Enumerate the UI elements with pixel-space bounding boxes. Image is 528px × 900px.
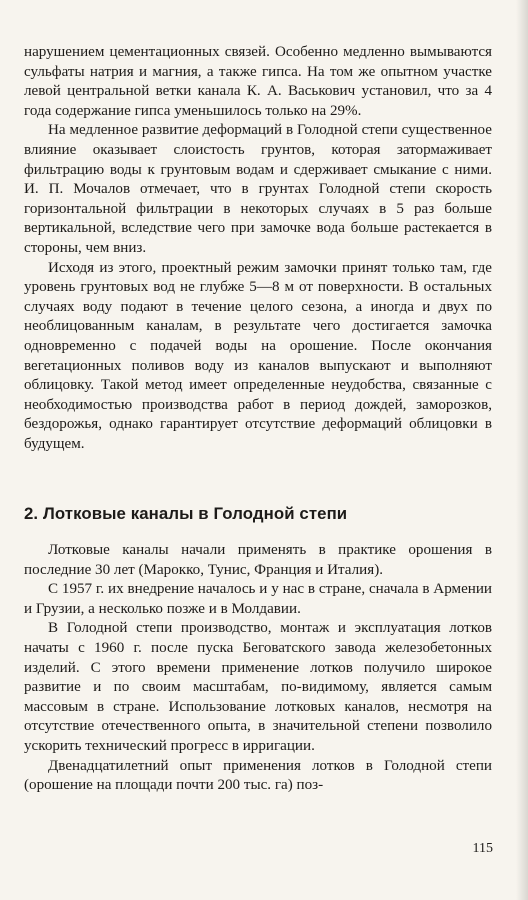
paragraph-flume-history: Лотковые каналы начали применять в практике орошения в последние 30 лет (Марокко, Тунис, Франция и Италия). xyxy=(24,542,492,578)
paragraph-soaking-regime: Исходя из этого, проектный режим замочки принят только там, где уровень грунтовых вод не глубже 5—8 м от поверхности. В остальных случаях воду подают в течение целого сезона, а иногда и двух по необлицованным каналам, в результате чего достигается замочка одновременно с подачей воды на орошение. После окончания вегетационных поливов воду из каналов выпускают и выполняют облицовку. Такой метод имеет определенные неудобства, связанные с необходимостью производства работ в период дождей, заморозков, бездорожья, однако гарантирует отсутствие деформаций облицовки в будущем. xyxy=(24,259,492,452)
paragraph-golodnaya-step-production: В Голодной степи производство, монтаж и эксплуатация лотков начаты с 1960 г. после пуска Беговатского завода железобетонных изделий. С этого времени применение лотков получило широкое развитие и по своим масштабам, по-видимому, является самым массовым в стране. Использование лотковых каналов, несмотря на отсутствие отечественного опыта, в значительной степени позволило ускорить технический прогресс в ирригации. xyxy=(24,620,492,754)
page-edge-shadow xyxy=(516,0,528,900)
page-number: 115 xyxy=(472,841,493,856)
paragraph-continuation: нарушением цементационных связей. Особенно медленно вымываются сульфаты натрия и магния, а также гипса. На том же опытном участке левой центральной ветки канала К. А. Васькович установил, что за 4 года содержание гипса уменьшилось только на 29%. xyxy=(24,44,492,119)
paragraph-1957-introduction: С 1957 г. их внедрение началось и у нас в стране, сначала в Армении и Грузии, а несколько позже и в Молдавии. xyxy=(24,581,492,617)
paragraph-stratification: На медленное развитие деформаций в Голодной степи существенное влияние оказывает слоистость грунтов, которая затормаживает фильтрацию воды к грунтовым водам и сдерживает смыкание с ними. И. П. Мочалов отмечает, что в грунтах Голодной степи скорость горизонтальной фильтрации в некоторых случаях в 5 раз больше вертикальной, вследствие чего при замочке вода больше растекается в стороны, чем вниз. xyxy=(24,122,492,256)
section-heading: 2. Лотковые каналы в Голодной степи xyxy=(24,504,348,523)
body-text-top xyxy=(24,43,492,454)
body-text-bottom xyxy=(24,541,492,796)
paragraph-twelve-year-experience: Двенадцатилетний опыт применения лотков в Голодной степи (орошение на площади почти 200 тыс. га) поз- xyxy=(24,757,492,794)
